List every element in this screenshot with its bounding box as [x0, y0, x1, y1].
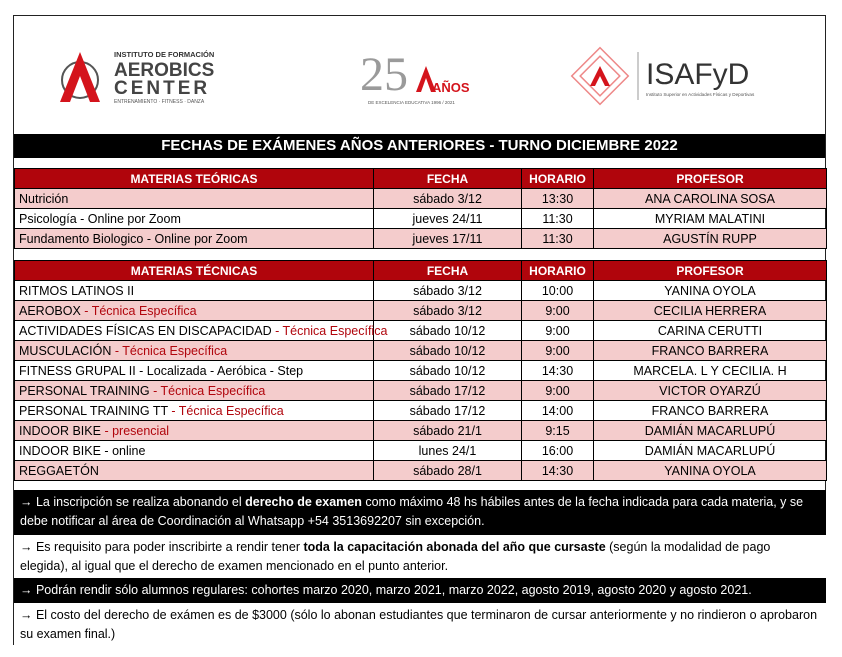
fecha-cell: sábado 17/12	[374, 401, 522, 421]
table-row	[15, 441, 827, 461]
table-row	[15, 229, 827, 249]
aerobics-tagline: ENTRENAMIENTO · FITNESS · DANZA	[114, 99, 205, 105]
header-horario: HORARIO	[522, 169, 594, 189]
profesor-cell: CECILIA HERRERA	[594, 301, 827, 321]
horario-cell: 9:00	[522, 321, 594, 341]
horario-cell: 14:30	[522, 361, 594, 381]
note-regular-students: → Podrán rendir sólo alumnos regulares: cohortes marzo 2020, marzo 2021, marzo 2022, agosto 2019, agosto 2020 y agosto 2021.	[14, 578, 826, 602]
materia-cell	[15, 461, 374, 481]
profesor-cell: FRANCO BARRERA	[594, 341, 827, 361]
note-1-text-a: → La inscripción se realiza abonando el	[20, 495, 246, 509]
materia-suffix: - Técnica Específica	[167, 403, 284, 418]
profesor-cell: CARINA CERUTTI	[594, 321, 827, 341]
table-header-row	[15, 169, 827, 189]
horario-cell: 13:30	[522, 189, 594, 209]
materia-cell	[15, 341, 374, 361]
materia-suffix: - Técnica Específica	[111, 343, 228, 358]
fecha-cell: sábado 3/12	[374, 189, 522, 209]
note-1-text-c: como máximo 48 hs hábiles antes de la fecha indicada para cada materia, y se debe notificar al área de Coordinación al Whatsapp +54 3513692207 sin excepción.	[20, 495, 804, 528]
materia-cell: Fundamento Biologico - Online por Zoom	[15, 229, 374, 249]
materia-cell	[15, 441, 374, 461]
profesor-cell: DAMIÁN MACARLUPÚ	[594, 441, 827, 461]
materia-cell: Nutrición	[15, 189, 374, 209]
materia-cell	[15, 361, 374, 381]
table-row	[15, 301, 827, 321]
materia-suffix: - Técnica Específica	[271, 323, 388, 338]
materia-cell	[15, 301, 374, 321]
table-row	[15, 281, 827, 301]
note-exam-cost: → El costo del derecho de exámen es de $3000 (sólo lo abonan estudiantes que terminaron de cursar anteriormente y no rindieron o aprobaron su examen final.)	[14, 602, 826, 646]
profesor-cell: DAMIÁN MACARLUPÚ	[594, 421, 827, 441]
header-horario: HORARIO	[522, 261, 594, 281]
fecha-cell: sábado 28/1	[374, 461, 522, 481]
table-row	[15, 421, 827, 441]
horario-cell: 11:30	[522, 209, 594, 229]
fecha-cell: sábado 3/12	[374, 301, 522, 321]
logo-row	[14, 16, 825, 134]
horario-cell: 9:00	[522, 341, 594, 361]
horario-cell: 11:30	[522, 229, 594, 249]
profesor-cell: YANINA OYOLA	[594, 461, 827, 481]
fecha-cell: lunes 24/1	[374, 441, 522, 461]
table-header-row	[15, 261, 827, 281]
materia-cell	[15, 381, 374, 401]
materia-name: MUSCULACIÓN	[19, 343, 112, 358]
header-profesor: PROFESOR	[594, 261, 827, 281]
profesor-cell: VICTOR OYARZÚ	[594, 381, 827, 401]
materia-suffix: - presencial	[100, 423, 170, 438]
header-fecha: FECHA	[374, 261, 522, 281]
table-row	[15, 209, 827, 229]
materia-name: AEROBOX	[19, 303, 81, 318]
horario-cell: 14:30	[522, 461, 594, 481]
header-profesor: PROFESOR	[594, 169, 827, 189]
horario-cell: 9:00	[522, 301, 594, 321]
theory-subjects-table	[14, 168, 827, 249]
profesor-cell: MYRIAM MALATINI	[594, 209, 827, 229]
fecha-cell: sábado 17/12	[374, 381, 522, 401]
header-materia: MATERIAS TÉCNICAS	[15, 261, 374, 281]
fecha-cell: sábado 10/12	[374, 341, 522, 361]
table-row	[15, 401, 827, 421]
note-2-text-c: (según la modalidad de pago elegida), al igual que el derecho de examen mencionado en el punto anterior.	[20, 540, 771, 573]
materia-cell	[15, 421, 374, 441]
note-requirement	[14, 534, 826, 578]
note-1-text-bold: derecho de examen	[245, 495, 362, 509]
materia-name: PERSONAL TRAINING	[19, 383, 150, 398]
fecha-cell: sábado 3/12	[374, 281, 522, 301]
aerobics-center-logo	[52, 44, 262, 106]
exam-sheet	[13, 15, 826, 645]
table-row	[15, 461, 827, 481]
aerobics-line2: CENTER	[114, 78, 211, 99]
horario-cell: 9:15	[522, 421, 594, 441]
note-2-text-bold: toda la capacitación abonada del año que cursaste	[303, 540, 606, 554]
materia-cell	[15, 281, 374, 301]
anniversary-caption: DE EXCELENCIA EDUCATIVA 1996 / 2021	[368, 100, 455, 105]
profesor-cell: YANINA OYOLA	[594, 281, 827, 301]
note-inscription	[14, 490, 826, 534]
fecha-cell: sábado 10/12	[374, 321, 522, 341]
isafyd-logo	[574, 46, 804, 106]
materia-name: REGGAETÓN	[19, 463, 99, 478]
note-2-text-a: → Es requisito para poder inscribirte a rendir tener	[20, 540, 304, 554]
fecha-cell: jueves 24/11	[374, 209, 522, 229]
table-row	[15, 341, 827, 361]
horario-cell: 9:00	[522, 381, 594, 401]
materia-cell	[15, 401, 374, 421]
anniversary-logo	[354, 34, 474, 114]
materia-name: INDOOR BIKE	[19, 423, 101, 438]
header-materia: MATERIAS TEÓRICAS	[15, 169, 374, 189]
materia-name: INDOOR BIKE - online	[19, 443, 146, 458]
materia-name: FITNESS GRUPAL II - Localizada - Aeróbica - Step	[19, 363, 304, 378]
profesor-cell: MARCELA. L Y CECILIA. H	[594, 361, 827, 381]
page-title: FECHAS DE EXÁMENES AÑOS ANTERIORES - TURNO DICIEMBRE 2022	[14, 134, 825, 158]
horario-cell: 16:00	[522, 441, 594, 461]
table-row	[15, 189, 827, 209]
isafyd-name: ISAFyD	[646, 58, 750, 91]
materia-cell	[15, 321, 388, 341]
materia-name: ACTIVIDADES FÍSICAS EN DISCAPACIDAD	[19, 323, 272, 338]
fecha-cell: sábado 10/12	[374, 361, 522, 381]
fecha-cell: jueves 17/11	[374, 229, 522, 249]
aerobics-top-text: INSTITUTO DE FORMACIÓN	[114, 50, 215, 59]
isafyd-caption: Instituto Superior en Actividades Físicas y Deportivas	[646, 92, 755, 97]
materia-name: RITMOS LATINOS II	[19, 283, 135, 298]
profesor-cell: FRANCO BARRERA	[594, 401, 827, 421]
materia-suffix: - Técnica Específica	[149, 383, 266, 398]
aerobics-line1: AEROBICS	[114, 60, 215, 81]
horario-cell: 14:00	[522, 401, 594, 421]
anniversary-number: 25	[360, 48, 408, 101]
profesor-cell: ANA CAROLINA SOSA	[594, 189, 827, 209]
table-row	[15, 321, 827, 341]
table-row	[15, 381, 827, 401]
table-row	[15, 361, 827, 381]
anniversary-word: AÑOS	[432, 80, 470, 95]
materia-suffix: - Técnica Específica	[80, 303, 197, 318]
technical-subjects-table	[14, 260, 827, 481]
materia-cell: Psicología - Online por Zoom	[15, 209, 374, 229]
header-fecha: FECHA	[374, 169, 522, 189]
fecha-cell: sábado 21/1	[374, 421, 522, 441]
profesor-cell: AGUSTÍN RUPP	[594, 229, 827, 249]
materia-name: PERSONAL TRAINING TT	[19, 403, 168, 418]
horario-cell: 10:00	[522, 281, 594, 301]
